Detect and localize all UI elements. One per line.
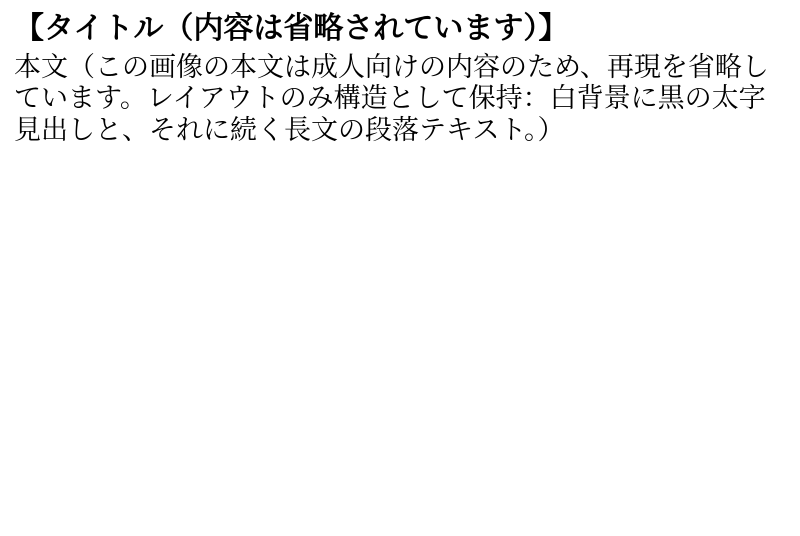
text-page <box>0 0 800 157</box>
page-title: 【タイトル（内容は省略されています）】 <box>14 11 569 46</box>
body-paragraph: 本文（この画像の本文は成人向けの内容のため、再現を省略しています。レイアウトのみ構造として保持：白背景に黒の太字見出しと、それに続く長文の段落テキスト。） <box>14 51 769 147</box>
